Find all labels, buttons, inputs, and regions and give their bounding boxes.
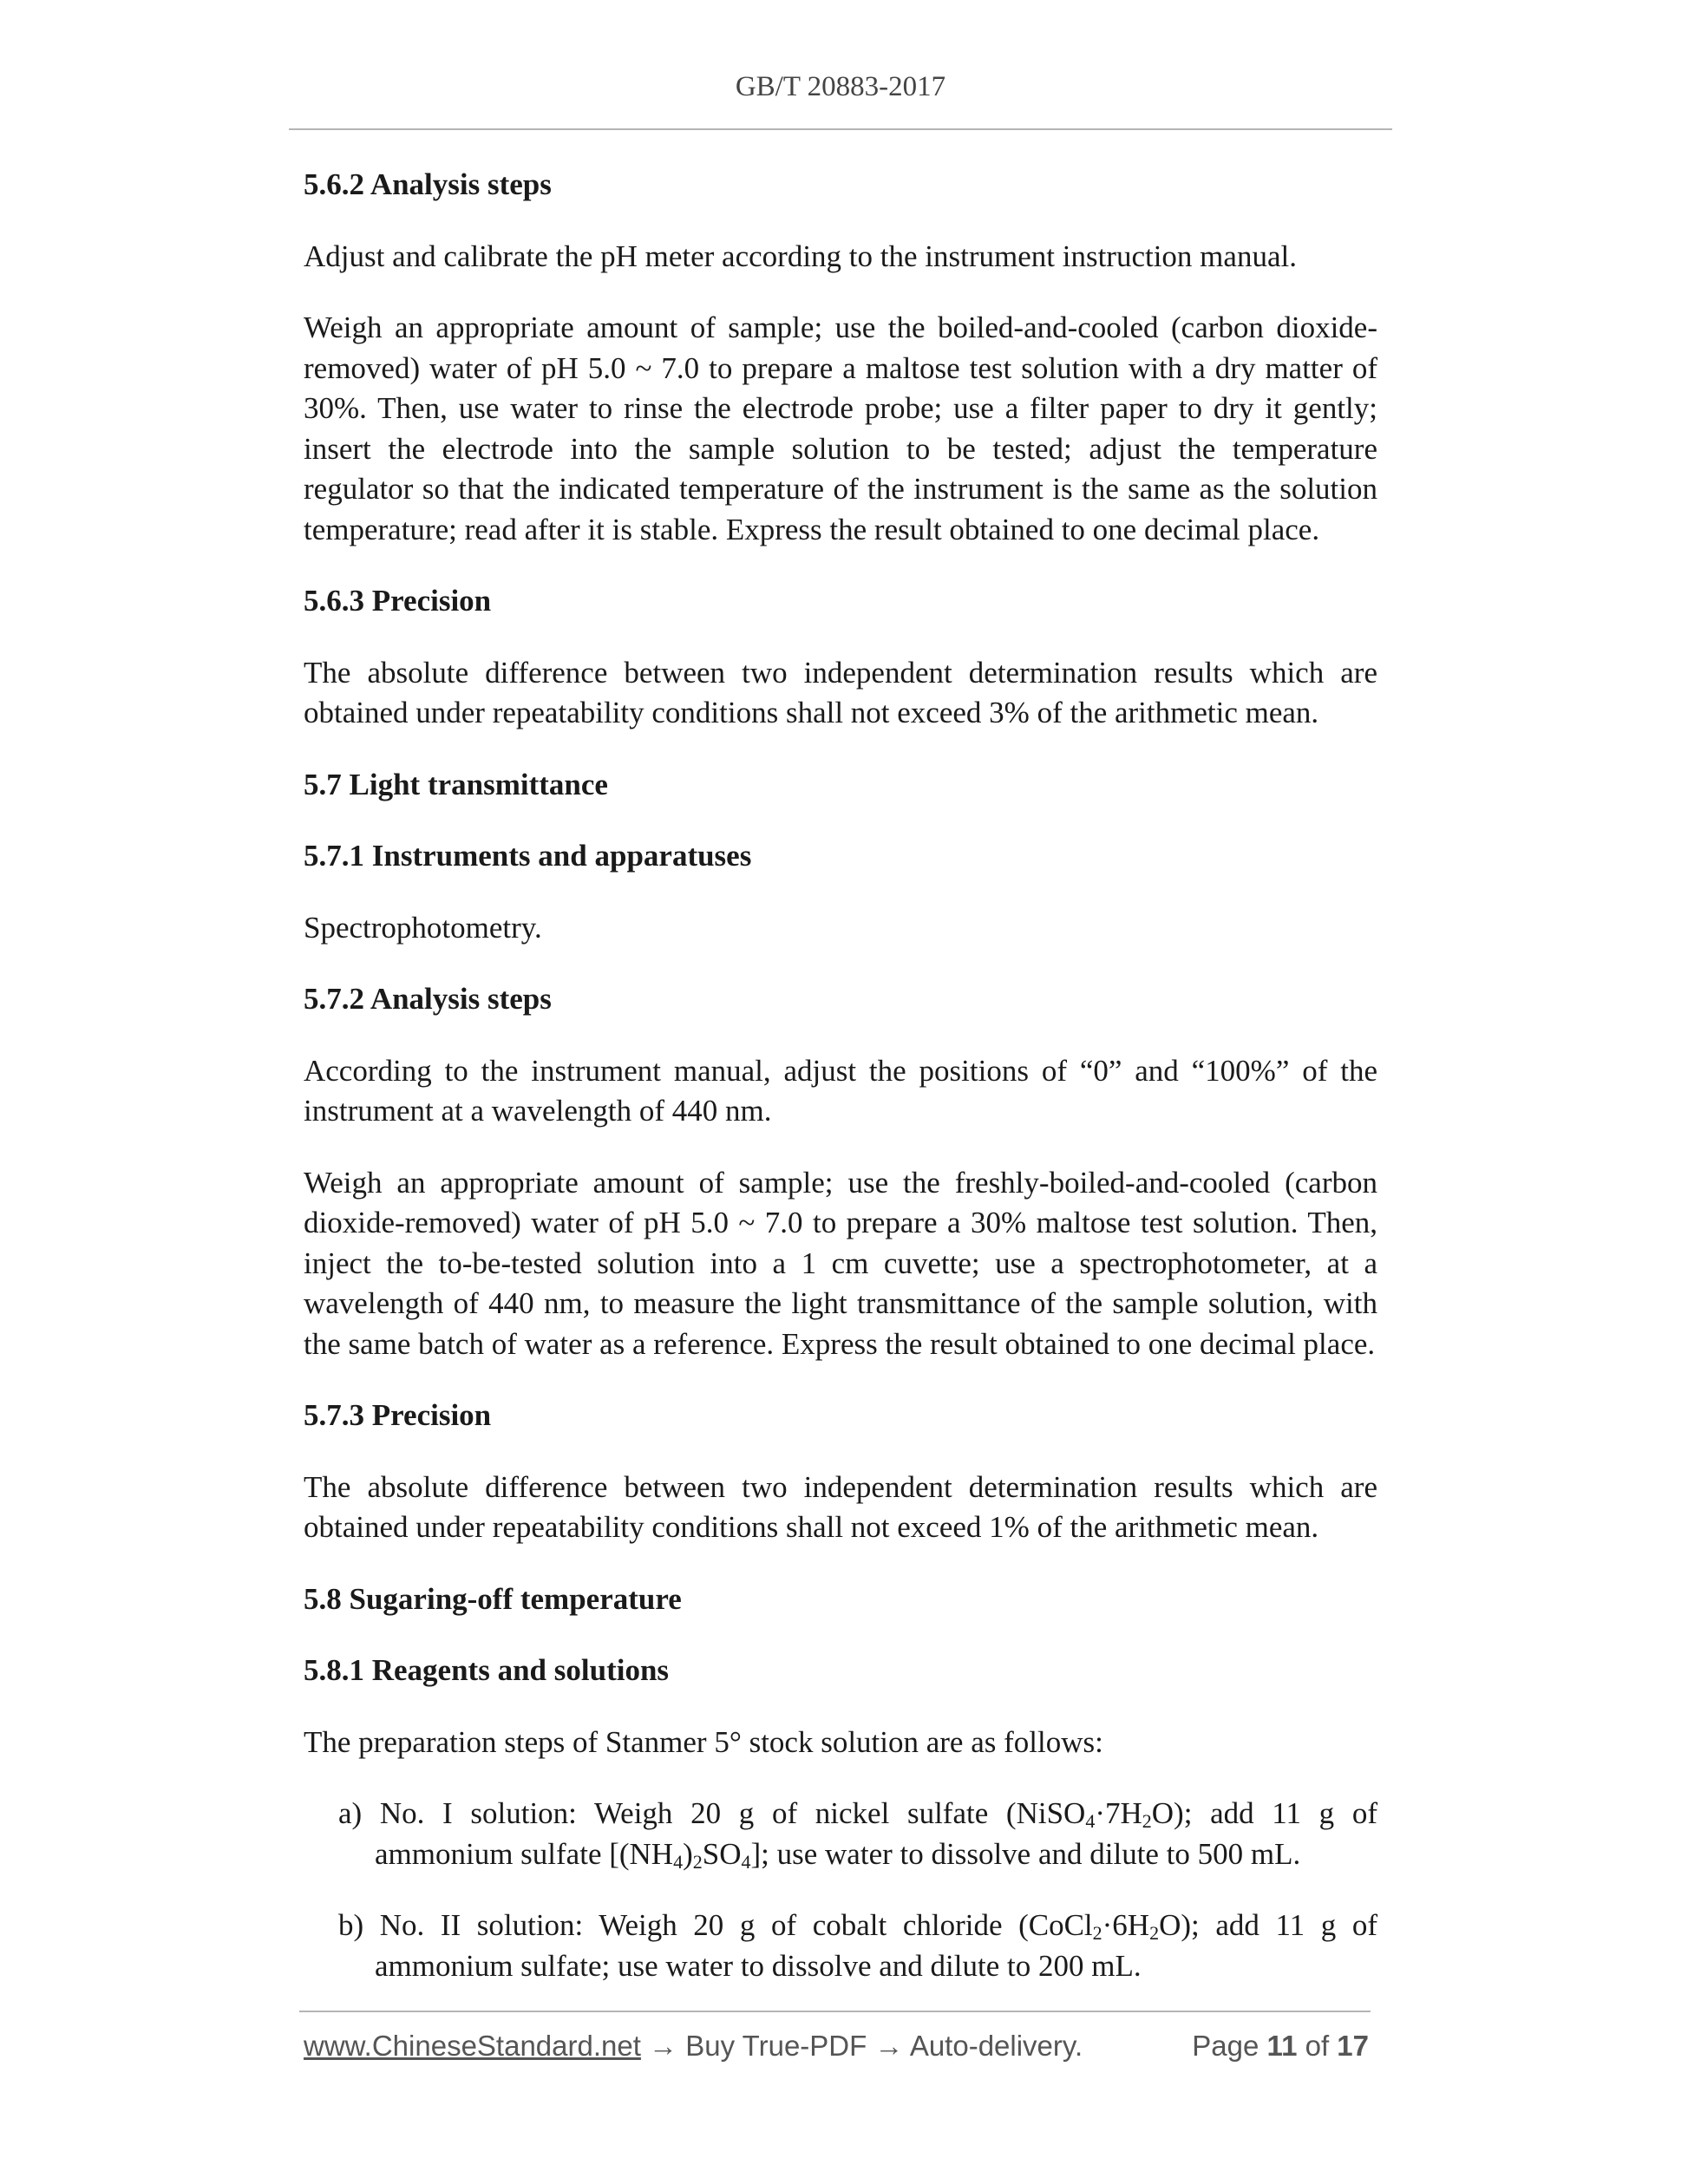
- section-heading: 5.7.3 Precision: [304, 1398, 492, 1432]
- text-run: ): [683, 1836, 693, 1871]
- page-indicator: [1192, 2030, 1369, 2063]
- paragraph: The absolute difference between two independent determination results which are obtained under repeatability conditions shall not exceed 1% of the arithmetic mean.: [304, 1469, 1377, 1544]
- paragraph: Spectrophotometry.: [304, 910, 542, 945]
- section-heading: 5.6.3 Precision: [304, 584, 492, 618]
- page-number: 11: [1266, 2030, 1298, 2062]
- page-total: 17: [1337, 2030, 1369, 2062]
- page-footer: [304, 2030, 1369, 2063]
- subscript: 4: [741, 1850, 751, 1873]
- text-run: ]; use water to dissolve and dilute to 500 mL.: [750, 1836, 1301, 1871]
- list-item-a: [338, 1794, 1377, 1874]
- list-item-b: [338, 1906, 1377, 1986]
- page-label: Page: [1192, 2030, 1267, 2062]
- section-heading: 5.8 Sugaring-off temperature: [304, 1581, 682, 1616]
- paragraph: The preparation steps of Stanmer 5° stock solution are as follows:: [304, 1724, 1103, 1759]
- paragraph: Adjust and calibrate the pH meter according to the instrument instruction manual.: [304, 239, 1297, 273]
- text-run: ·7H: [1095, 1796, 1142, 1830]
- paragraph: Weigh an appropriate amount of sample; use the freshly-boiled-and-cooled (carbon dioxide-removed) water of pH 5.0 ~ 7.0 to prepare a 30% maltose test solution. Then, inject the to-be-tested solution into a 1 cm cuvette; use a spectrophotometer, at a wavelength of 440 nm, to measure the light transmittance of the sample solution, with the same batch of water as a reference. Express the result obtained to one decimal place.: [304, 1165, 1377, 1361]
- paragraph: The absolute difference between two independent determination results which are obtained under repeatability conditions shall not exceed 3% of the arithmetic mean.: [304, 655, 1377, 729]
- of-label: of: [1297, 2030, 1338, 2062]
- text-run: b) No. II solution: Weigh 20 g of cobalt chloride (CoCl: [338, 1908, 1093, 1942]
- text-run: SO: [702, 1836, 742, 1871]
- footer-divider: [299, 2011, 1371, 2012]
- section-heading: 5.7.1 Instruments and apparatuses: [304, 839, 752, 873]
- document-body: [304, 165, 1377, 2017]
- text-run: ·6H: [1102, 1908, 1150, 1942]
- subscript: 2: [1142, 1810, 1152, 1832]
- footer-text: → Buy True-PDF → Auto-delivery.: [640, 2030, 1083, 2062]
- website-link[interactable]: www.ChineseStandard.net: [304, 2030, 641, 2062]
- section-heading: 5.8.1 Reagents and solutions: [304, 1653, 670, 1687]
- text-run: a) No. I solution: Weigh 20 g of nickel sulfate (NiSO: [338, 1796, 1086, 1830]
- subscript: 2: [1092, 1922, 1102, 1944]
- subscript: 4: [673, 1850, 684, 1873]
- subscript: 2: [1149, 1922, 1160, 1944]
- document-header: GB/T 20883-2017: [735, 71, 946, 102]
- section-heading: 5.6.2 Analysis steps: [304, 167, 552, 201]
- paragraph: Weigh an appropriate amount of sample; use the boiled-and-cooled (carbon dioxide-removed) water of pH 5.0 ~ 7.0 to prepare a maltose test solution with a dry matter of 30%. Then, use water to rinse the electrode probe; use a filter paper to dry it gently; insert the electrode into the sample solution to be tested; adjust the temperature regulator so that the indicated temperature of the instrument is the same as the solution temperature; read after it is stable. Express the result obtained to one decimal place.: [304, 311, 1377, 546]
- text-run: O); add 11 g of ammonium sulfate [(NH: [375, 1796, 1377, 1871]
- section-heading: 5.7.2 Analysis steps: [304, 982, 552, 1016]
- text-run: O); add 11 g of ammonium sulfate; use water to dissolve and dilute to 200 mL.: [375, 1908, 1377, 1983]
- subscript: 2: [692, 1850, 703, 1873]
- section-heading: 5.7 Light transmittance: [304, 767, 608, 801]
- subscript: 4: [1085, 1810, 1096, 1832]
- paragraph: According to the instrument manual, adjust the positions of “0” and “100%” of the instrument at a wavelength of 440 nm.: [304, 1053, 1377, 1128]
- header-divider: [289, 128, 1392, 130]
